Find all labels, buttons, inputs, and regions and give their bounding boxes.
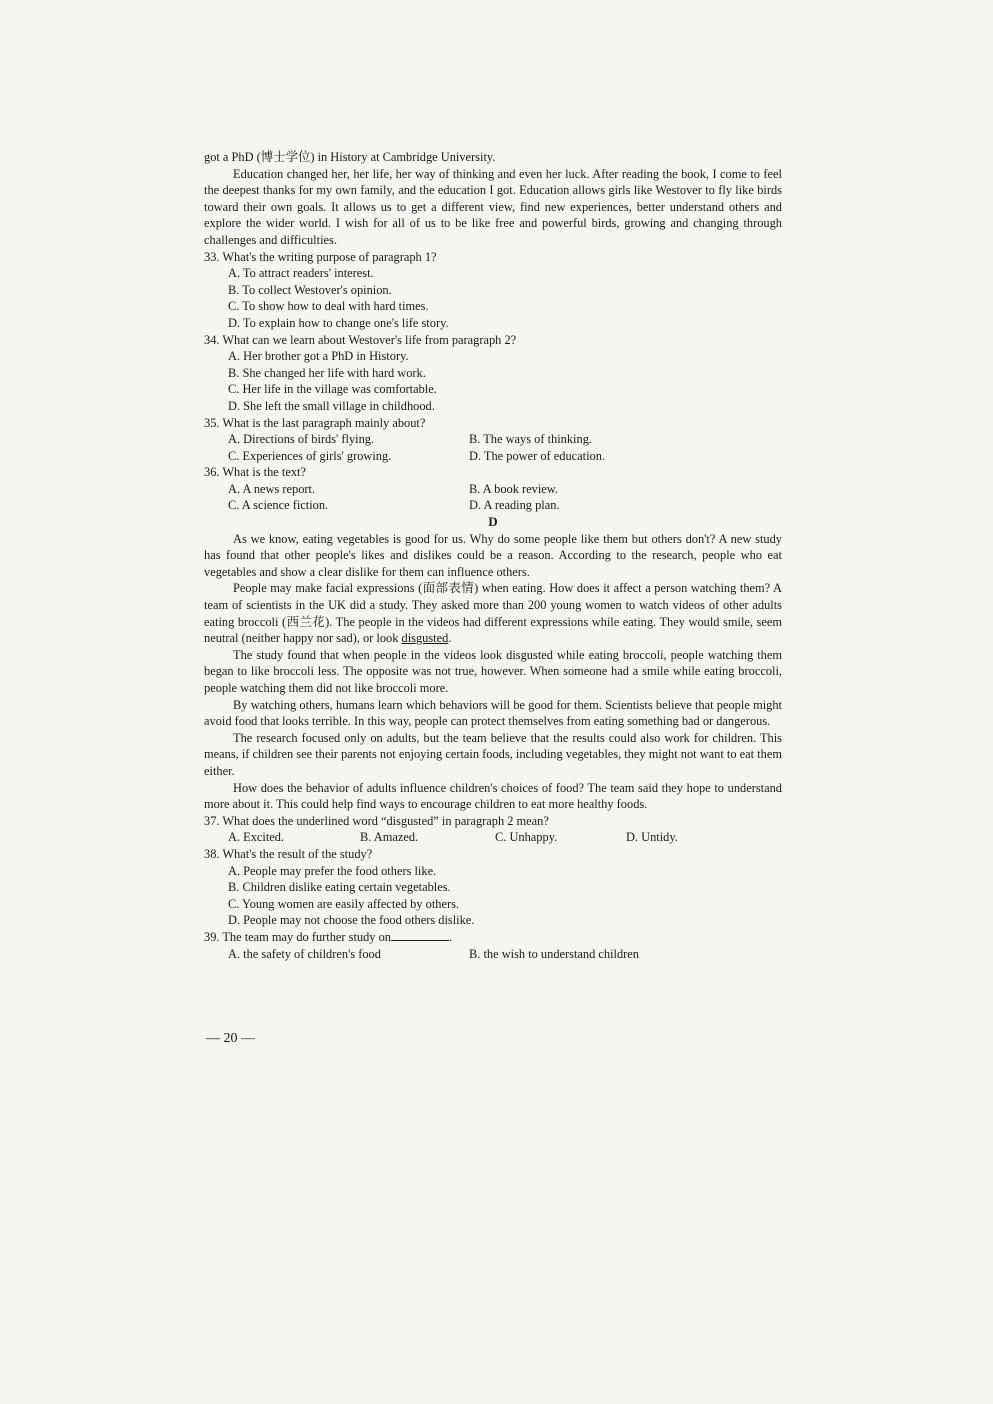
question-33 bbox=[204, 249, 782, 332]
question-34-stem: 34. What can we learn about Westover's life from paragraph 2? bbox=[204, 332, 517, 347]
section-d-paragraph-3: The study found that when people in the videos look disgusted while eating broccoli, people watching them began to like broccoli less. The opposite was not true, however. When someone had a smile while eating broccoli, people watching them did not like broccoli more. bbox=[204, 647, 782, 695]
section-d-paragraph-2-end: . bbox=[448, 631, 452, 646]
question-36-options-row-1 bbox=[204, 481, 782, 498]
question-36-option-c: C. A science fiction. bbox=[228, 498, 329, 513]
section-d-paragraph-6: How does the behavior of adults influence children's choices of food? The team said they hope to understand more about it. This could help find ways to encourage children to eat more healthy foods. bbox=[204, 780, 782, 812]
section-d-paragraph-2 bbox=[204, 580, 782, 646]
question-35-option-c: C. Experiences of girls' growing. bbox=[228, 448, 392, 463]
question-37-stem: 37. What does the underlined word “disgusted” in paragraph 2 mean? bbox=[204, 813, 549, 828]
question-37 bbox=[204, 813, 782, 846]
passage-c-last-line: got a PhD (博士学位) in History at Cambridge University. bbox=[204, 150, 496, 164]
question-36-options-row-2 bbox=[204, 497, 782, 514]
question-38-option-d: D. People may not choose the food others dislike. bbox=[228, 913, 475, 928]
question-33-stem: 33. What's the writing purpose of paragraph 1? bbox=[204, 249, 437, 264]
question-38-option-c: C. Young women are easily affected by others. bbox=[228, 896, 460, 911]
page-number: — 20 — bbox=[206, 1031, 255, 1046]
section-d-paragraph-5: The research focused only on adults, but the team believe that the results could also work for children. This means, if children see their parents not enjoying certain foods, including vegetables, they might not want to eat them either. bbox=[204, 730, 782, 778]
exam-page-content bbox=[204, 149, 782, 962]
question-33-option-a: A. To attract readers' interest. bbox=[228, 266, 374, 281]
answer-blank bbox=[391, 929, 449, 941]
question-36-option-b: B. A book review. bbox=[469, 481, 559, 496]
section-d-heading: D bbox=[488, 514, 498, 530]
question-39-options-row-1 bbox=[204, 946, 782, 963]
question-37-options bbox=[204, 829, 782, 846]
question-39-stem-line bbox=[204, 929, 782, 946]
question-35-options-row-1 bbox=[204, 431, 782, 448]
question-37-option-b: B. Amazed. bbox=[360, 830, 419, 845]
question-39-option-b: B. the wish to understand children bbox=[469, 946, 639, 961]
question-39 bbox=[204, 929, 782, 962]
question-34-option-d: D. She left the small village in childhood. bbox=[228, 398, 435, 413]
question-34-option-c: C. Her life in the village was comfortable. bbox=[228, 382, 437, 397]
question-35-option-a: A. Directions of birds' flying. bbox=[228, 432, 375, 447]
section-d-paragraph-1: As we know, eating vegetables is good for us. Why do some people like them but others don't? A new study has found that other people's likes and dislikes could be a reason. According to the research, people who eat vegetables and show a clear dislike for them can influence others. bbox=[204, 531, 782, 579]
passage-c-final-paragraph: Education changed her, her life, her way of thinking and even her luck. After reading the book, I come to feel the deepest thanks for my own family, and the education I got. Education allows girls like Westover to fly like birds toward their own goals. It allows us to get a different view, find new experiences, better understand others and explore the wider world. I wish for all of us to be like free and powerful birds, growing and changing through challenges and difficulties. bbox=[204, 166, 782, 247]
question-38 bbox=[204, 846, 782, 929]
question-35 bbox=[204, 415, 782, 465]
question-34-option-a: A. Her brother got a PhD in History. bbox=[228, 349, 409, 364]
question-36-option-a: A. A news report. bbox=[228, 481, 316, 496]
question-33-option-b: B. To collect Westover's opinion. bbox=[228, 282, 392, 297]
section-d-paragraph-2-text: People may make facial expressions (面部表情) when eating. How does it affect a person watching them? A team of scientists in the UK did a study. They asked more than 200 young women to watch videos of other adults eating broccoli (西兰花). The people in the videos had different expressions while eating. They would smile, seem neutral (neither happy nor sad), or look bbox=[204, 581, 782, 646]
question-37-option-c: C. Unhappy. bbox=[495, 830, 558, 845]
question-39-option-a: A. the safety of children's food bbox=[228, 946, 381, 961]
underlined-word-disgusted: disgusted bbox=[401, 631, 449, 646]
section-d-paragraph-4: By watching others, humans learn which behaviors will be good for them. Scientists believe that people might avoid food that looks terrible. In this way, people can protect themselves from eating something bad or dangerous. bbox=[204, 697, 782, 729]
question-34-option-b: B. She changed her life with hard work. bbox=[228, 365, 426, 380]
question-39-stem: 39. The team may do further study on bbox=[204, 929, 391, 944]
question-35-option-d: D. The power of education. bbox=[469, 448, 606, 463]
question-36 bbox=[204, 464, 782, 514]
question-39-stem-end: . bbox=[448, 929, 453, 944]
question-33-option-c: C. To show how to deal with hard times. bbox=[228, 299, 429, 314]
question-35-stem: 35. What is the last paragraph mainly about? bbox=[204, 415, 426, 430]
question-37-option-d: D. Untidy. bbox=[626, 830, 678, 845]
question-37-option-a: A. Excited. bbox=[228, 830, 285, 845]
question-36-option-d: D. A reading plan. bbox=[469, 498, 560, 513]
question-35-options-row-2 bbox=[204, 448, 782, 465]
question-35-option-b: B. The ways of thinking. bbox=[469, 432, 592, 447]
question-34 bbox=[204, 332, 782, 415]
question-38-stem: 38. What's the result of the study? bbox=[204, 846, 373, 861]
question-38-option-a: A. People may prefer the food others like. bbox=[228, 863, 437, 878]
question-33-option-d: D. To explain how to change one's life story. bbox=[228, 315, 449, 330]
question-38-option-b: B. Children dislike eating certain vegetables. bbox=[228, 880, 451, 895]
question-36-stem: 36. What is the text? bbox=[204, 465, 306, 480]
